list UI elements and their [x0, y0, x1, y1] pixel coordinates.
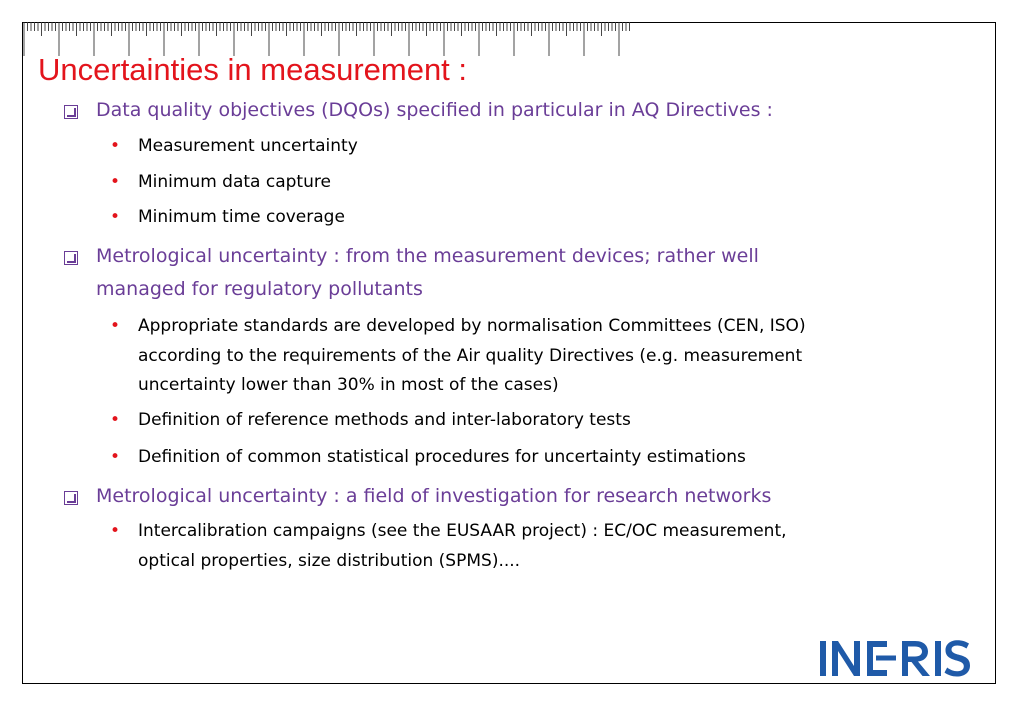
bullet-dot-icon: • [110, 521, 121, 541]
level1-text-line: Metrological uncertainty : a field of investigation for research networks [96, 485, 772, 507]
level1-text-line: Metrological uncertainty : from the measurement devices; rather well [96, 245, 759, 267]
bullet-dot-icon: • [110, 316, 121, 336]
level2-text-line: optical properties, size distribution (SPMS).... [138, 550, 521, 571]
level2-text-line: Definition of common statistical procedures for uncertainty estimations [138, 447, 746, 467]
bullet-dot-icon: • [110, 136, 121, 156]
bullet-dot-icon: • [110, 447, 121, 467]
level2-text-line: Minimum time coverage [138, 207, 345, 227]
level2-text-line: Intercalibration campaigns (see the EUSAAR project) : EC/OC measurement, [138, 521, 787, 541]
level1-text-line: Data quality objectives (DQOs) specified in particular in AQ Directives : [96, 99, 773, 121]
checkbox-square-icon [64, 105, 78, 119]
level2-text-line: Minimum data capture [138, 172, 331, 192]
ineris-logo [818, 636, 988, 680]
level2-text-line: uncertainty lower than 30% in most of the cases) [138, 375, 559, 395]
checkbox-square-icon [64, 491, 78, 505]
slide-title: Uncertainties in measurement : [38, 52, 468, 87]
bullet-dot-icon: • [110, 172, 121, 192]
level2-text-line: according to the requirements of the Air quality Directives (e.g. measurement [138, 345, 803, 366]
level2-text-line: Measurement uncertainty [138, 136, 358, 156]
bullet-dot-icon: • [110, 207, 121, 227]
checkbox-square-icon [64, 251, 78, 265]
level1-text-line: managed for regulatory pollutants [96, 278, 423, 300]
level2-text-line: Appropriate standards are developed by normalisation Committees (CEN, ISO) [138, 316, 806, 336]
level2-text-line: Definition of reference methods and inter-laboratory tests [138, 410, 631, 430]
bullet-dot-icon: • [110, 410, 121, 430]
